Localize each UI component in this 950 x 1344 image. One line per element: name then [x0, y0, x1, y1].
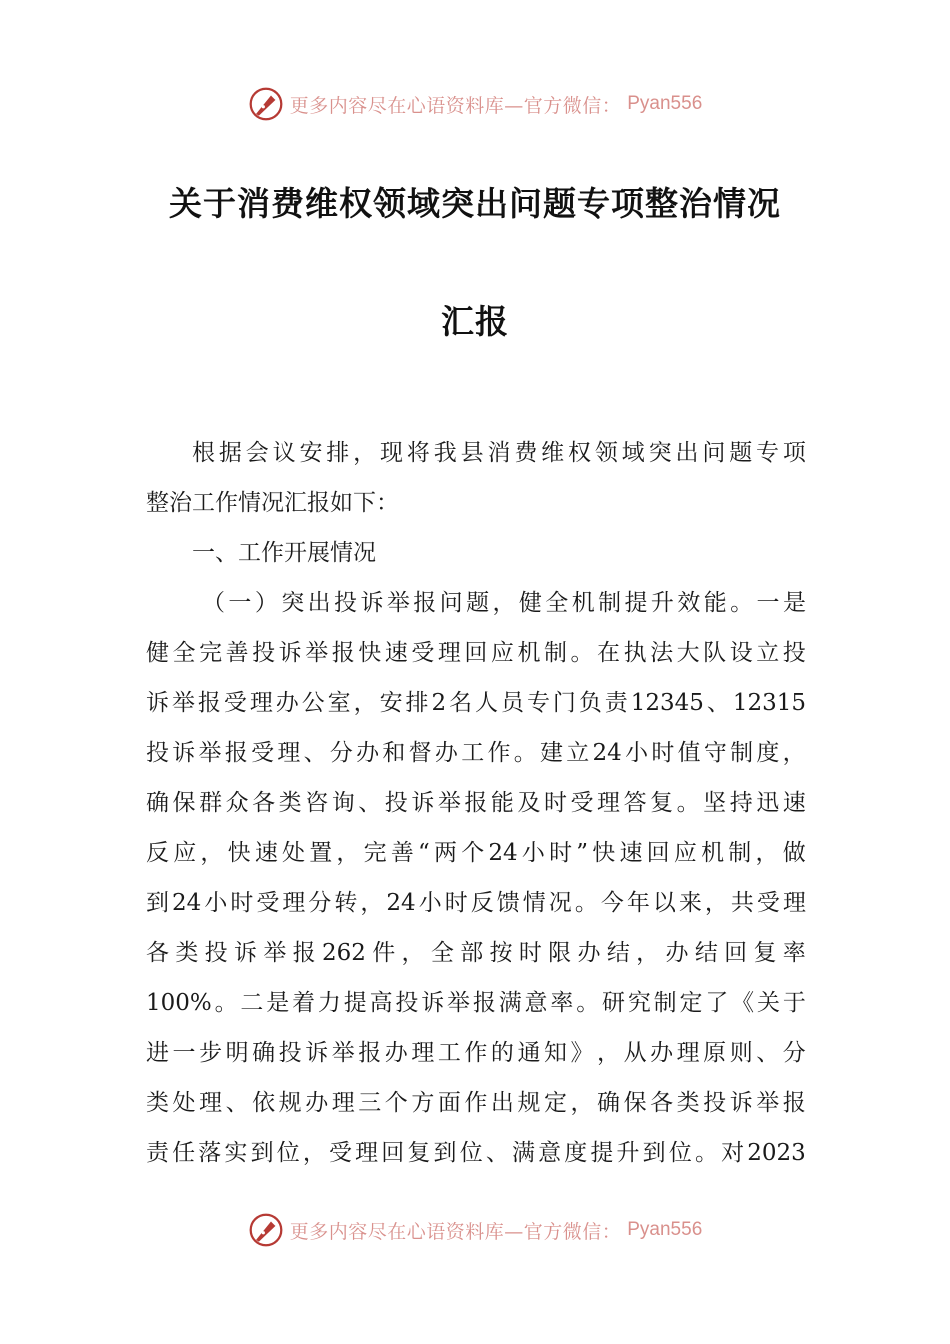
watermark-wechat-id: Pyan556 [627, 93, 703, 114]
body-line: 各 类 投 诉 举 报 262 件 ， 全 部 按 时 限 办 结 ， 办 结 回 复 率 [146, 940, 806, 966]
body-line: 投 诉 举 报 受 理 、 分 办 和 督 办 工 作 。 建 立 24 小 时 值 守 制 度 ， [146, 740, 806, 766]
body-line: 责 任 落 实 到 位 ， 受 理 回 复 到 位 、 满 意 度 提 升 到 位 。 对 2023 [146, 1140, 806, 1166]
document-body [146, 428, 806, 1178]
body-line: 根 据 会 议 安 排 ， 现 将 我 县 消 费 维 权 领 域 突 出 问 题 专 项 [192, 440, 806, 466]
body-line: （ 一 ） 突 出 投 诉 举 报 问 题 ， 健 全 机 制 提 升 效 能 。 一 是 [202, 590, 806, 616]
body-line: 类 处 理 、 依 规 办 理 三 个 方 面 作 出 规 定 ， 确 保 各 类 投 诉 举 报 [146, 1090, 806, 1116]
pen-nib-logo-icon [248, 86, 284, 122]
watermark-text: 更多内容尽在心语资料库—官方微信： [289, 94, 622, 117]
watermark-wechat-id: Pyan556 [627, 1219, 703, 1240]
body-line: 整治工作情况汇报如下： [146, 490, 399, 516]
body-line: 健 全 完 善 投 诉 举 报 快 速 受 理 回 应 机 制 。 在 执 法 大 队 设 立 投 [146, 640, 806, 666]
section-heading: 一、工作开展情况 [192, 540, 376, 566]
document-title-line-2: 汇报 [441, 302, 509, 341]
body-line: 100% 。 二 是 着 力 提 高 投 诉 举 报 满 意 率 。 研 究 制 定 了 《 关 于 [146, 990, 806, 1016]
document-title-line-1: 关于消费维权领域突出问题专项整治情况 [169, 184, 781, 223]
body-line: 进 一 步 明 确 投 诉 举 报 办 理 工 作 的 通 知 》 ， 从 办 理 原 则 、 分 [146, 1040, 806, 1066]
body-line: 反 应 ， 快 速 处 置 ， 完 善 “ 两 个 24 小 时 ” 快 速 回 应 机 制 ， 做 [146, 840, 806, 866]
footer-watermark [0, 1210, 950, 1250]
pen-nib-logo-icon [248, 1212, 284, 1248]
watermark-text: 更多内容尽在心语资料库—官方微信： [289, 1220, 622, 1243]
body-line: 确 保 群 众 各 类 咨 询 、 投 诉 举 报 能 及 时 受 理 答 复 。 坚 持 迅 速 [146, 790, 806, 816]
body-line: 诉 举 报 受 理 办 公 室 ， 安 排 2 名 人 员 专 门 负 责 12345 、 12315 [146, 690, 806, 716]
header-watermark [0, 84, 950, 124]
body-line: 到 24 小 时 受 理 分 转 ， 24 小 时 反 馈 情 况 。 今 年 以 来 ， 共 受 理 [146, 890, 806, 916]
